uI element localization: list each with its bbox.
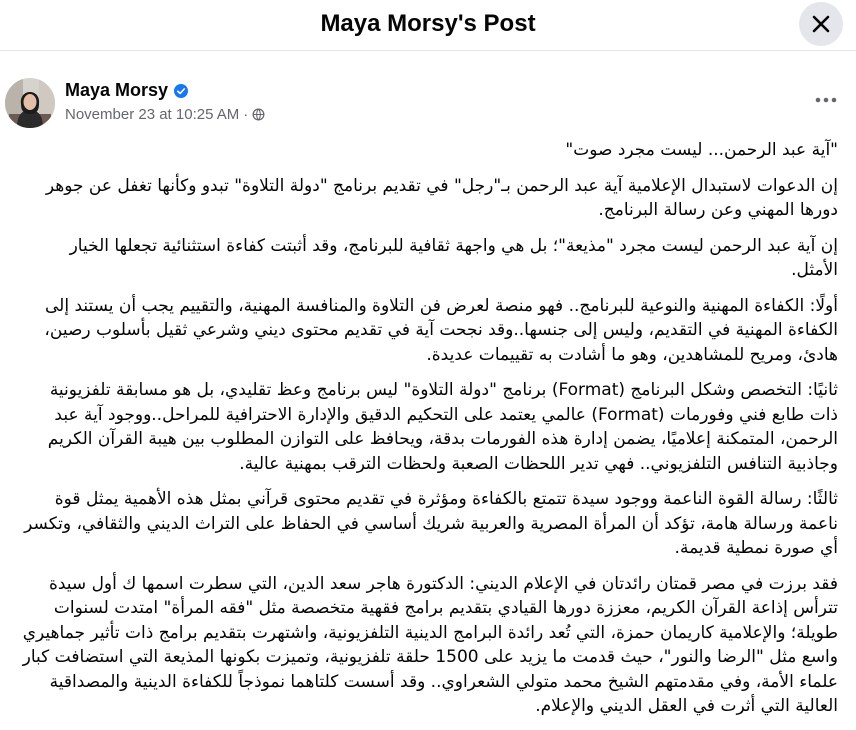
post-meta [65, 106, 265, 123]
avatar-image [5, 78, 55, 128]
more-options-button[interactable] [806, 84, 846, 116]
close-button[interactable] [799, 2, 843, 46]
author-name-row [65, 80, 188, 101]
post-paragraph: ثالثًا: رسالة القوة الناعمة ووجود سيدة تتمتع بالكفاءة ومؤثرة في تقديم محتوى قرآني بمثل هذه الأهمية يمثل قوة ناعمة ورسالة هامة، تؤكد أن المرأة المصرية والعربية شريك أساسي في الحفاظ على التراث الديني والثقافي، وتكسر أي صورة نمطية قديمة. [24, 489, 838, 558]
post-body [18, 138, 838, 730]
post-paragraph-title: "آية عبد الرحمن... ليست مجرد صوت" [565, 140, 838, 160]
more-options-icon [815, 97, 837, 103]
post-paragraph: إن الدعوات لاستبدال الإعلامية آية عبد الرحمن بـ"رجل" في تقديم برنامج "دولة التلاوة" تبدو وكأنها تغفل عن جوهر دورها المهني وعن رسالة البرنامج. [45, 175, 838, 220]
dialog-title: Maya Morsy's Post [320, 10, 536, 37]
post-paragraph: ثانيًا: التخصص وشكل البرنامج (Format) برنامج "دولة التلاوة" ليس برنامج وعظ تقليدي، بل هو مسابقة تلفزيونية ذات طابع فني وفورمات (Format) عالمي يعتمد على التحكيم الدقيق والإدارة الاحترافية للمراحل..ووجود آية عبد الرحمن، المتمكنة إعلاميًا، يضمن إدارة هذه الفورمات بدقة، ويحافظ على التوازن المطلوب بين هيبة القرآن الكريم وجاذبية التنافس التلفزيوني.. فهي تدير اللحظات الصعبة ولحظات الترقب بمهنية عالية. [47, 380, 838, 474]
verified-badge-icon [174, 84, 188, 98]
close-icon [811, 14, 831, 34]
post-paragraph: فقد برزت في مصر قمتان رائدتان في الإعلام الديني: الدكتورة هاجر سعد الدين، التي سطرت اسمها ك أول سيدة تترأس إذاعة القرآن الكريم، معززة دورها القيادي بتقديم برامج فقهية متخصصة مثل "فقه المرأة" امتدت لسنوات طويلة؛ والإعلامية كاريمان حمزة، التي تُعد رائدة البرامج الدينية التلفزيونية، واشتهرت بتقديم برامج ذات تأثير جماهيري واسع مثل "الرضا والنور"، حيث قدمت ما يزيد على 1500 حلقة تلفزيونية، وتميزت بكونها المذيعة التي استضافت كبار علماء الأمة، وفي مقدمتهم الشيخ محمد متولي الشعراوي.. وقد أسست كلتاهما نموذجاً للكفاءة الدينية والمصداقية العالية التي أثرت في العقل الديني والإعلام. [22, 573, 838, 716]
post-timestamp[interactable]: November 23 at 10:25 AM [65, 106, 240, 123]
post-paragraph: إن آية عبد الرحمن ليست مجرد "مذيعة"؛ بل هي واجهة ثقافية للبرنامج، وقد أثبتت كفاءة استثنائية تجعلها الخيار الأمثل. [69, 235, 838, 280]
meta-separator: · [243, 106, 249, 123]
globe-icon[interactable] [252, 108, 265, 121]
post-paragraph: أولًا: الكفاءة المهنية والنوعية للبرنامج.. فهو منصة لعرض فن التلاوة والمنافسة المهنية، والتقييم يجب أن يستند إلى الكفاءة المهنية في التقديم، وليس إلى جنسها..وقد نجحت آية في تقديم محتوى ديني وشرعي ثقيل بأسلوب رصين، هادئ، ومريح للمشاهدين، وهو ما أشادت به تقييمات عديدة. [44, 295, 838, 365]
dialog-header [0, 0, 856, 51]
author-avatar[interactable] [5, 78, 55, 128]
author-name[interactable]: Maya Morsy [65, 80, 169, 100]
